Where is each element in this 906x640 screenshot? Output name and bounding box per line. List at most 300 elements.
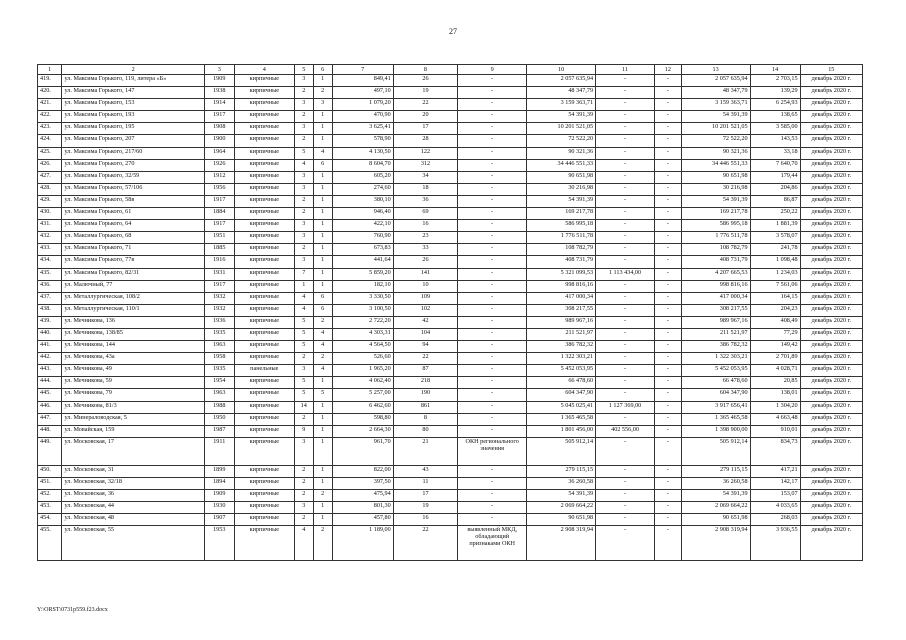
table-cell: 475,94 bbox=[332, 490, 393, 502]
table-cell: 1 bbox=[313, 477, 332, 489]
table-cell: кирпичные bbox=[234, 341, 294, 353]
table-cell: 4 bbox=[313, 147, 332, 159]
table-cell: 2 bbox=[313, 87, 332, 99]
table-cell: декабрь 2020 г. bbox=[800, 377, 862, 389]
table-cell: 3 bbox=[294, 437, 313, 465]
table-cell: 104 bbox=[393, 328, 457, 340]
table-cell: - bbox=[596, 75, 655, 87]
table-cell: - bbox=[458, 268, 527, 280]
table-cell: 5 bbox=[294, 328, 313, 340]
table-cell: 1930 bbox=[204, 502, 234, 514]
table-cell: 5 bbox=[294, 389, 313, 401]
table-cell: 2 703,15 bbox=[750, 75, 800, 87]
table-cell: 42 bbox=[393, 316, 457, 328]
table-header-row bbox=[38, 65, 863, 75]
table-cell: 1 bbox=[313, 502, 332, 514]
table-cell: - bbox=[596, 413, 655, 425]
table-cell: 4 bbox=[313, 341, 332, 353]
table-cell: 1950 bbox=[204, 413, 234, 425]
table-cell: - bbox=[458, 159, 527, 171]
table-cell: 604 347,90 bbox=[681, 389, 750, 401]
table-cell: 22 bbox=[393, 526, 457, 561]
table-cell: 26 bbox=[393, 75, 457, 87]
table-cell: - bbox=[654, 135, 681, 147]
table-cell: 149,42 bbox=[750, 341, 800, 353]
page-number: 27 bbox=[449, 27, 457, 36]
table-cell: - bbox=[654, 401, 681, 413]
table-cell: декабрь 2020 г. bbox=[800, 256, 862, 268]
table-cell: 69 bbox=[393, 208, 457, 220]
table-cell: кирпичные bbox=[234, 244, 294, 256]
table-cell: 3 585,00 bbox=[750, 123, 800, 135]
table-cell: 1 bbox=[313, 280, 332, 292]
table-row bbox=[38, 256, 863, 268]
table-cell: 268,03 bbox=[750, 514, 800, 526]
table-cell: 1 098,48 bbox=[750, 256, 800, 268]
registry-table bbox=[37, 64, 863, 561]
table-cell: 1 bbox=[313, 171, 332, 183]
table-cell: кирпичные bbox=[234, 220, 294, 232]
table-cell: 422. bbox=[38, 111, 62, 123]
table-cell: 204,23 bbox=[750, 304, 800, 316]
table-cell: панельные bbox=[234, 365, 294, 377]
table-cell: декабрь 2020 г. bbox=[800, 208, 862, 220]
table-cell: - bbox=[458, 99, 527, 111]
table-cell: 6 254,93 bbox=[750, 99, 800, 111]
table-cell: 437. bbox=[38, 292, 62, 304]
table-cell: 122 bbox=[393, 147, 457, 159]
table-cell: 417 000,34 bbox=[527, 292, 596, 304]
table-cell: ул. Максима Горького, 119, литера «Б» bbox=[62, 75, 204, 87]
table-cell: 455. bbox=[38, 526, 62, 561]
table-cell: - bbox=[654, 123, 681, 135]
table-cell: 673,83 bbox=[332, 244, 393, 256]
table-cell: декабрь 2020 г. bbox=[800, 87, 862, 99]
table-cell: 87 bbox=[393, 365, 457, 377]
table-cell: 241,78 bbox=[750, 244, 800, 256]
table-cell: 4 bbox=[294, 304, 313, 316]
table-cell: 441. bbox=[38, 341, 62, 353]
column-header: 8 bbox=[393, 65, 457, 75]
table-cell: 138,65 bbox=[750, 111, 800, 123]
table-cell: кирпичные bbox=[234, 195, 294, 207]
table-cell: - bbox=[458, 111, 527, 123]
table-cell: 1938 bbox=[204, 87, 234, 99]
table-cell: 1931 bbox=[204, 268, 234, 280]
table-cell: 16 bbox=[393, 514, 457, 526]
table-cell: 141 bbox=[393, 268, 457, 280]
table-cell: 1 881,39 bbox=[750, 220, 800, 232]
table-cell: 386 782,32 bbox=[527, 341, 596, 353]
table-cell: 4 303,31 bbox=[332, 328, 393, 340]
table-cell: 90 651,98 bbox=[681, 171, 750, 183]
table-cell: 3 159 363,71 bbox=[681, 99, 750, 111]
table-cell: 6 bbox=[313, 292, 332, 304]
table-cell: декабрь 2020 г. bbox=[800, 365, 862, 377]
table-row bbox=[38, 304, 863, 316]
table-cell: 3 bbox=[294, 183, 313, 195]
table-cell: 1 113 434,00 bbox=[596, 268, 655, 280]
table-cell: 760,90 bbox=[332, 232, 393, 244]
table-cell: - bbox=[596, 256, 655, 268]
table-row bbox=[38, 195, 863, 207]
table-cell: декабрь 2020 г. bbox=[800, 159, 862, 171]
table-cell: 989 967,16 bbox=[681, 316, 750, 328]
table-cell: кирпичные bbox=[234, 147, 294, 159]
table-cell: 23 bbox=[393, 232, 457, 244]
table-cell: 1917 bbox=[204, 195, 234, 207]
table-cell: 1 bbox=[313, 514, 332, 526]
table-cell: 169 217,78 bbox=[681, 208, 750, 220]
table-cell: 1 bbox=[313, 425, 332, 437]
table-cell: 190 bbox=[393, 389, 457, 401]
table-cell: декабрь 2020 г. bbox=[800, 316, 862, 328]
table-cell: 16 bbox=[393, 220, 457, 232]
table-cell: 54 391,39 bbox=[681, 195, 750, 207]
table-cell: ул. Максима Горького, 32/59 bbox=[62, 171, 204, 183]
table-row bbox=[38, 477, 863, 489]
table-cell: 1935 bbox=[204, 328, 234, 340]
table-cell: - bbox=[596, 316, 655, 328]
footer-file-path: Y:\ORST\0731p559.f23.docx bbox=[37, 607, 108, 613]
table-cell: ул. Мечникова, 49 bbox=[62, 365, 204, 377]
table-cell: - bbox=[654, 425, 681, 437]
table-cell: ул. Максима Горького, 195 bbox=[62, 123, 204, 135]
table-cell: 1909 bbox=[204, 75, 234, 87]
table-cell: - bbox=[458, 304, 527, 316]
table-row bbox=[38, 208, 863, 220]
table-cell: - bbox=[596, 208, 655, 220]
table-cell: 432. bbox=[38, 232, 62, 244]
table-cell: 1 bbox=[313, 183, 332, 195]
table-cell: - bbox=[596, 135, 655, 147]
table-cell: - bbox=[596, 465, 655, 477]
table-cell: 1 bbox=[313, 195, 332, 207]
table-cell: ул. Максима Горького, 57/106 bbox=[62, 183, 204, 195]
table-cell: 1 bbox=[313, 244, 332, 256]
table-cell: - bbox=[458, 292, 527, 304]
table-cell: 408,49 bbox=[750, 316, 800, 328]
table-cell: 7 bbox=[294, 268, 313, 280]
table-cell: декабрь 2020 г. bbox=[800, 171, 862, 183]
table-cell: 5 452 053,95 bbox=[681, 365, 750, 377]
table-cell: 1 bbox=[294, 280, 313, 292]
table-cell: 30 216,98 bbox=[681, 183, 750, 195]
table-cell: - bbox=[654, 232, 681, 244]
table-cell: 77,29 bbox=[750, 328, 800, 340]
table-cell: 989 967,16 bbox=[527, 316, 596, 328]
table-cell: - bbox=[654, 111, 681, 123]
table-row bbox=[38, 171, 863, 183]
table-cell: - bbox=[458, 208, 527, 220]
table-cell: - bbox=[458, 147, 527, 159]
table-cell: 1935 bbox=[204, 365, 234, 377]
table-cell: кирпичные bbox=[234, 208, 294, 220]
table-cell: 1 bbox=[313, 75, 332, 87]
table-cell: 108 782,79 bbox=[527, 244, 596, 256]
table-cell: 446. bbox=[38, 401, 62, 413]
table-cell: 1953 bbox=[204, 526, 234, 561]
table-row bbox=[38, 123, 863, 135]
table-cell: декабрь 2020 г. bbox=[800, 135, 862, 147]
table-cell: 1908 bbox=[204, 123, 234, 135]
table-row bbox=[38, 490, 863, 502]
table-cell: декабрь 2020 г. bbox=[800, 389, 862, 401]
column-header: 6 bbox=[313, 65, 332, 75]
table-cell: 36 260,58 bbox=[527, 477, 596, 489]
table-cell: - bbox=[458, 465, 527, 477]
table-cell: ул. Максима Горького, 217/60 bbox=[62, 147, 204, 159]
table-cell: - bbox=[458, 341, 527, 353]
table-cell: 2 bbox=[294, 208, 313, 220]
table-cell: 8 bbox=[393, 413, 457, 425]
table-cell: 449. bbox=[38, 437, 62, 465]
table-cell: 4 bbox=[294, 159, 313, 171]
table-cell: кирпичные bbox=[234, 425, 294, 437]
table-cell: - bbox=[596, 87, 655, 99]
table-cell: 1909 bbox=[204, 490, 234, 502]
table-cell: - bbox=[458, 232, 527, 244]
table-cell: 442. bbox=[38, 353, 62, 365]
table-cell: - bbox=[654, 316, 681, 328]
table-cell: - bbox=[596, 353, 655, 365]
table-cell: 138,01 bbox=[750, 389, 800, 401]
table-cell: - bbox=[654, 159, 681, 171]
table-row bbox=[38, 183, 863, 195]
table-cell: - bbox=[458, 280, 527, 292]
table-cell: - bbox=[654, 292, 681, 304]
table-cell: - bbox=[654, 256, 681, 268]
table-cell: 822,00 bbox=[332, 465, 393, 477]
table-cell: 586 995,18 bbox=[527, 220, 596, 232]
table-cell: 34 446 551,33 bbox=[527, 159, 596, 171]
table-row bbox=[38, 377, 863, 389]
table-cell: 211 521,97 bbox=[527, 328, 596, 340]
table-cell: 436. bbox=[38, 280, 62, 292]
table-cell: 1 398 900,00 bbox=[681, 425, 750, 437]
table-cell: - bbox=[458, 256, 527, 268]
table-cell: кирпичные bbox=[234, 377, 294, 389]
table-cell: декабрь 2020 г. bbox=[800, 195, 862, 207]
table-cell: - bbox=[458, 490, 527, 502]
table-cell: 1988 bbox=[204, 401, 234, 413]
table-row bbox=[38, 316, 863, 328]
table-cell: 1 bbox=[313, 135, 332, 147]
column-header: 11 bbox=[596, 65, 655, 75]
table-cell: - bbox=[654, 304, 681, 316]
table-cell: 422,10 bbox=[332, 220, 393, 232]
table-cell: 440. bbox=[38, 328, 62, 340]
table-cell: - bbox=[596, 292, 655, 304]
table-cell: 380,10 bbox=[332, 195, 393, 207]
table-cell: кирпичные bbox=[234, 232, 294, 244]
table-cell: 2 bbox=[294, 477, 313, 489]
table-cell: 3 bbox=[294, 220, 313, 232]
table-cell: 2 069 664,22 bbox=[527, 502, 596, 514]
table-cell: 2 057 635,94 bbox=[681, 75, 750, 87]
table-cell: 526,60 bbox=[332, 353, 393, 365]
table-cell: декабрь 2020 г. bbox=[800, 341, 862, 353]
table-cell: 801,30 bbox=[332, 502, 393, 514]
table-cell: ул. Максима Горького, 77в bbox=[62, 256, 204, 268]
column-header: 14 bbox=[750, 65, 800, 75]
table-cell: - bbox=[596, 232, 655, 244]
table-cell: декабрь 2020 г. bbox=[800, 490, 862, 502]
table-row bbox=[38, 232, 863, 244]
table-cell: 30 216,98 bbox=[527, 183, 596, 195]
table-cell: 1894 bbox=[204, 477, 234, 489]
table-cell: 90 651,98 bbox=[527, 171, 596, 183]
table-cell: - bbox=[458, 244, 527, 256]
table-cell: декабрь 2020 г. bbox=[800, 280, 862, 292]
table-cell: 3 bbox=[294, 256, 313, 268]
table-cell: 34 446 551,33 bbox=[681, 159, 750, 171]
table-cell: 425. bbox=[38, 147, 62, 159]
table-cell: 48 347,79 bbox=[681, 87, 750, 99]
table-cell: кирпичные bbox=[234, 99, 294, 111]
table-cell: 1917 bbox=[204, 111, 234, 123]
table-cell: ул. Максима Горького, 64 bbox=[62, 220, 204, 232]
table-cell: - bbox=[654, 147, 681, 159]
table-cell: 90 321,36 bbox=[681, 147, 750, 159]
table-cell: - bbox=[458, 135, 527, 147]
table-cell: 3 100,50 bbox=[332, 304, 393, 316]
table-cell: ул. Минераловодская, 5 bbox=[62, 413, 204, 425]
table-cell: ул. Московская, 31 bbox=[62, 465, 204, 477]
table-cell: 470,90 bbox=[332, 111, 393, 123]
table-cell: - bbox=[596, 171, 655, 183]
table-row bbox=[38, 365, 863, 377]
table-cell: декабрь 2020 г. bbox=[800, 147, 862, 159]
table-cell: 1 bbox=[313, 256, 332, 268]
table-cell: - bbox=[654, 208, 681, 220]
table-cell: ул. Максима Горького, 147 bbox=[62, 87, 204, 99]
table-cell: 3 330,50 bbox=[332, 292, 393, 304]
table-cell: декабрь 2020 г. bbox=[800, 99, 862, 111]
table-cell: - bbox=[654, 477, 681, 489]
table-cell: 7 561,06 bbox=[750, 280, 800, 292]
table-cell: 4 130,50 bbox=[332, 147, 393, 159]
table-cell: 2 bbox=[313, 316, 332, 328]
column-header: 15 bbox=[800, 65, 862, 75]
table-cell: 36 bbox=[393, 195, 457, 207]
table-cell: ул. Максима Горького, 153 bbox=[62, 99, 204, 111]
table-cell: 3 bbox=[294, 232, 313, 244]
table-cell: ул. Мечникова, 59 bbox=[62, 377, 204, 389]
table-cell: 34 bbox=[393, 171, 457, 183]
table-cell: 1 322 303,21 bbox=[527, 353, 596, 365]
table-cell: кирпичные bbox=[234, 280, 294, 292]
column-header: 12 bbox=[654, 65, 681, 75]
table-cell: декабрь 2020 г. bbox=[800, 465, 862, 477]
table-cell: 22 bbox=[393, 353, 457, 365]
table-cell: кирпичные bbox=[234, 328, 294, 340]
table-cell: 48 347,79 bbox=[527, 87, 596, 99]
table-cell: 279 115,15 bbox=[681, 465, 750, 477]
table-row bbox=[38, 413, 863, 425]
table-cell: ул. Мечникова, 79 bbox=[62, 389, 204, 401]
table-cell: декабрь 2020 г. bbox=[800, 526, 862, 561]
table-cell: 218 bbox=[393, 377, 457, 389]
table-cell: ул. Московская, 32/18 bbox=[62, 477, 204, 489]
table-cell: 204,86 bbox=[750, 183, 800, 195]
column-header: 7 bbox=[332, 65, 393, 75]
column-header: 9 bbox=[458, 65, 527, 75]
table-cell: 439. bbox=[38, 316, 62, 328]
table-cell: - bbox=[654, 353, 681, 365]
table-cell: 8 604,70 bbox=[332, 159, 393, 171]
table-cell: ул. Максима Горького, 270 bbox=[62, 159, 204, 171]
table-cell: 1 bbox=[313, 401, 332, 413]
table-cell: декабрь 2020 г. bbox=[800, 304, 862, 316]
table-cell: кирпичные bbox=[234, 183, 294, 195]
table-cell: ул. Мовайская, 159 bbox=[62, 425, 204, 437]
table-cell: - bbox=[654, 268, 681, 280]
table-cell: кирпичные bbox=[234, 437, 294, 465]
table-cell: 1 304,20 bbox=[750, 401, 800, 413]
table-cell: 434. bbox=[38, 256, 62, 268]
table-cell: - bbox=[458, 328, 527, 340]
table-cell: кирпичные bbox=[234, 135, 294, 147]
table-cell: ул. Мечникова, 136 bbox=[62, 316, 204, 328]
table-cell: 1917 bbox=[204, 220, 234, 232]
table-cell: 54 391,39 bbox=[681, 111, 750, 123]
table-row bbox=[38, 437, 863, 465]
table-cell: - bbox=[596, 183, 655, 195]
table-cell: 1907 bbox=[204, 514, 234, 526]
table-cell: - bbox=[458, 123, 527, 135]
table-cell: 179,44 bbox=[750, 171, 800, 183]
table-cell: 1 bbox=[313, 220, 332, 232]
table-cell: 386 782,32 bbox=[681, 341, 750, 353]
table-row bbox=[38, 159, 863, 171]
table-cell: 445. bbox=[38, 389, 62, 401]
table-cell: - bbox=[654, 465, 681, 477]
column-header: 3 bbox=[204, 65, 234, 75]
table-cell: 17 bbox=[393, 123, 457, 135]
table-cell: - bbox=[654, 389, 681, 401]
table-cell: 17 bbox=[393, 490, 457, 502]
table-cell: 910,01 bbox=[750, 425, 800, 437]
table-row bbox=[38, 514, 863, 526]
table-cell: 153,07 bbox=[750, 490, 800, 502]
table-cell: 1 365 465,58 bbox=[527, 413, 596, 425]
table-cell: 2 bbox=[294, 135, 313, 147]
column-header: 5 bbox=[294, 65, 313, 75]
table-cell: - bbox=[458, 365, 527, 377]
table-cell: 72 522,20 bbox=[527, 135, 596, 147]
table-cell: 3 bbox=[313, 99, 332, 111]
table-cell: 20,85 bbox=[750, 377, 800, 389]
table-cell: 2 bbox=[294, 490, 313, 502]
table-cell: 1 189,00 bbox=[332, 526, 393, 561]
table-cell: ул. Московская, 44 bbox=[62, 502, 204, 514]
table-cell: 3 bbox=[294, 171, 313, 183]
table-cell: 19 bbox=[393, 502, 457, 514]
table-cell: 43 bbox=[393, 465, 457, 477]
table-cell: декабрь 2020 г. bbox=[800, 268, 862, 280]
table-cell: 3 159 363,71 bbox=[527, 99, 596, 111]
table-cell: кирпичные bbox=[234, 159, 294, 171]
table-cell: 444. bbox=[38, 377, 62, 389]
table-cell: - bbox=[654, 490, 681, 502]
table-cell: 2 bbox=[294, 111, 313, 123]
table-cell: 5 bbox=[294, 377, 313, 389]
table-cell: - bbox=[596, 477, 655, 489]
table-cell: 834,73 bbox=[750, 437, 800, 465]
table-cell: выявленный МКД, обладающий признаками ОКН bbox=[458, 526, 527, 561]
table-cell: 1912 bbox=[204, 171, 234, 183]
